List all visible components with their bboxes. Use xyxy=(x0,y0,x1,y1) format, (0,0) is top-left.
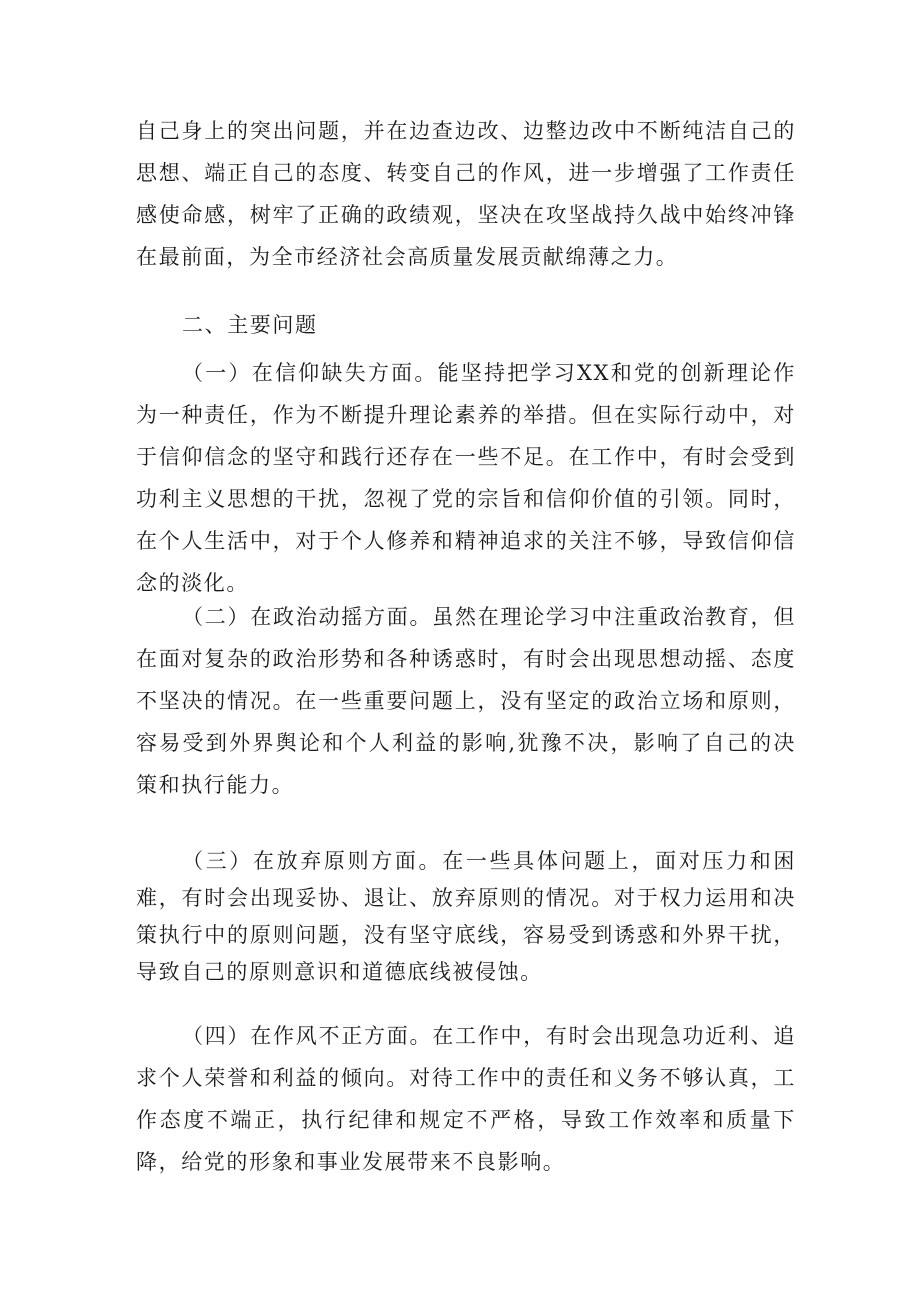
section-heading: 二、主要问题 xyxy=(182,313,318,337)
paragraph-style: （四）在作风不正方面。在工作中，有时会出现急功近利、追求个人荣誉和利益的倾向。对待工作中的责任和义务不够认真，工作态度不端正，执行纪律和规定不严格，导致工作效率和质量下降，给党的形象和事业发展带来不良影响。 xyxy=(136,1024,796,1174)
paragraph-politics: （二）在政治动摇方面。虽然在理论学习中注重政治教育，但在面对复杂的政治形势和各种诱惑时，有时会出现思想动摇、态度不坚决的情况。在一些重要问题上，没有坚定的政治立场和原则，容易受到外界舆论和个人利益的影响,犹豫不决，影响了自己的决策和执行能力。 xyxy=(136,605,796,797)
paragraph-intro: 自己身上的突出问题，并在边查边改、边整边改中不断纯洁自己的思想、端正自己的态度、转变自己的作风，进一步增强了工作责任感使命感，树牢了正确的政绩观，坚决在攻坚战持久战中始终冲锋在最前面，为全市经济社会高质量发展贡献绵薄之力。 xyxy=(136,119,796,269)
paragraph-faith: （一）在信仰缺失方面。能坚持把学习XX和党的创新理论作为一种责任，作为不断提升理论素养的举措。但在实际行动中，对于信仰信念的坚守和践行还存在一些不足。在工作中，有时会受到功利主义思想的干扰，忽视了党的宗旨和信仰价值的引领。同时，在个人生活中，对于个人修养和精神追求的关注不够，导致信仰信念的淡化。 xyxy=(136,361,796,595)
paragraph-principles: （三）在放弃原则方面。在一些具体问题上，面对压力和困难，有时会出现妥协、退让、放弃原则的情况。对于权力运用和决策执行中的原则问题，没有坚守底线，容易受到诱惑和外界干扰，导致自己的原则意识和道德底线被侵蚀。 xyxy=(136,849,796,984)
